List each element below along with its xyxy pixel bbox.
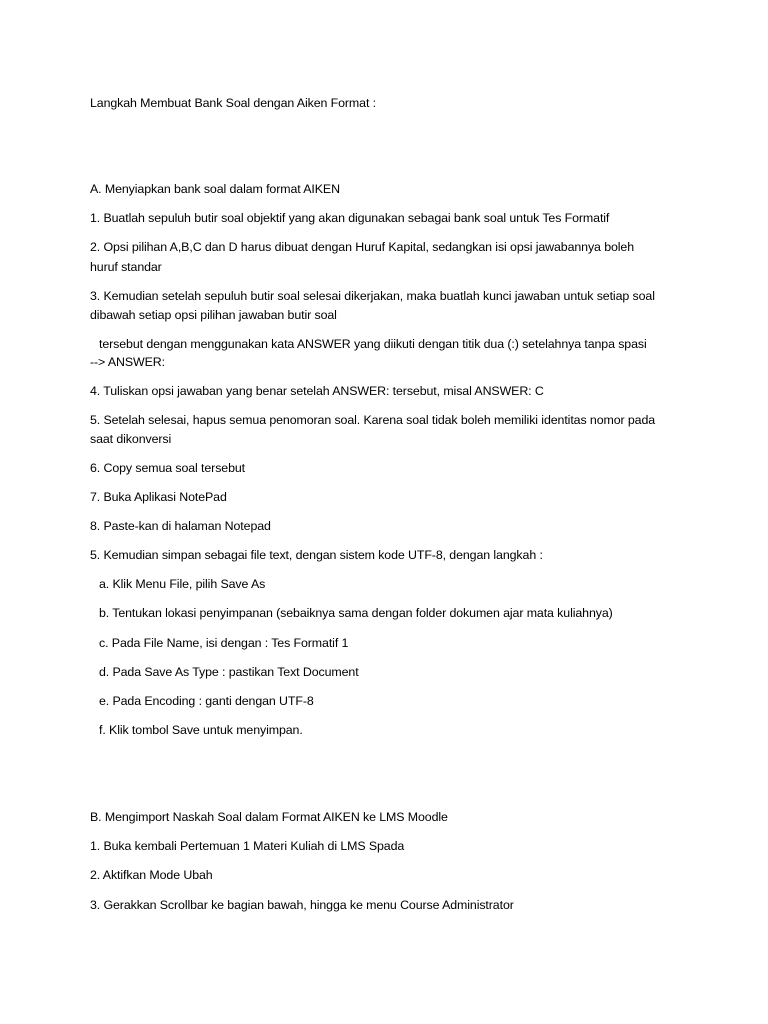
section-b-step-1: 1. Buka kembali Pertemuan 1 Materi Kuliah di LMS Spada [90,839,405,853]
section-a-step-2: 2. Opsi pilihan A,B,C dan D harus dibuat dengan Huruf Kapital, sedangkan isi opsi jawabannya boleh [90,240,635,254]
section-a-step-3-cont: dibawah setiap opsi pilihan jawaban butir soal [90,308,337,322]
section-a-step-8: 8. Paste-kan di halaman Notepad [90,519,271,533]
section-a-step-6: 6. Copy semua soal tersebut [90,461,246,475]
substep-b: b. Tentukan lokasi penyimpanan (sebaiknya sama dengan folder dokumen ajar mata kuliahnya) [99,606,613,620]
section-a-step-2-cont: huruf standar [90,260,162,274]
section-a-step-3-answer: --> ANSWER: [90,355,165,369]
section-a-step-5: 5. Setelah selesai, hapus semua penomoran soal. Karena soal tidak boleh memiliki identitas nomor pada [90,413,656,427]
section-a-step-3: 3. Kemudian setelah sepuluh butir soal selesai dikerjakan, maka buatlah kunci jawaban untuk setiap soal [90,289,655,303]
section-a-step-3-note: tersebut dengan menggunakan kata ANSWER yang diikuti dengan titik dua (:) setelahnya tanpa spasi [99,337,647,351]
substep-f: f. Klik tombol Save untuk menyimpan. [99,723,303,737]
section-a-step-5-cont: saat dikonversi [90,432,172,446]
section-b-step-2: 2. Aktifkan Mode Ubah [90,868,213,882]
section-a-heading: A. Menyiapkan bank soal dalam format AIKEN [90,182,340,196]
section-b-heading: B. Mengimport Naskah Soal dalam Format AIKEN ke LMS Moodle [90,810,448,824]
substep-c: c. Pada File Name, isi dengan : Tes Formatif 1 [99,636,349,650]
substep-d: d. Pada Save As Type : pastikan Text Document [99,665,359,679]
section-a-step-1: 1. Buatlah sepuluh butir soal objektif yang akan digunakan sebagai bank soal untuk Tes Formatif [90,211,610,225]
document-title: Langkah Membuat Bank Soal dengan Aiken Format : [90,96,376,110]
section-a-step-9: 5. Kemudian simpan sebagai file text, dengan sistem kode UTF-8, dengan langkah : [90,548,543,562]
section-a-step-7: 7. Buka Aplikasi NotePad [90,490,227,504]
substep-a: a. Klik Menu File, pilih Save As [99,577,266,591]
substep-e: e. Pada Encoding : ganti dengan UTF-8 [99,694,314,708]
section-a-step-4: 4. Tuliskan opsi jawaban yang benar setelah ANSWER: tersebut, misal ANSWER: C [90,384,544,398]
section-b-step-3: 3. Gerakkan Scrollbar ke bagian bawah, hingga ke menu Course Administrator [90,898,514,912]
